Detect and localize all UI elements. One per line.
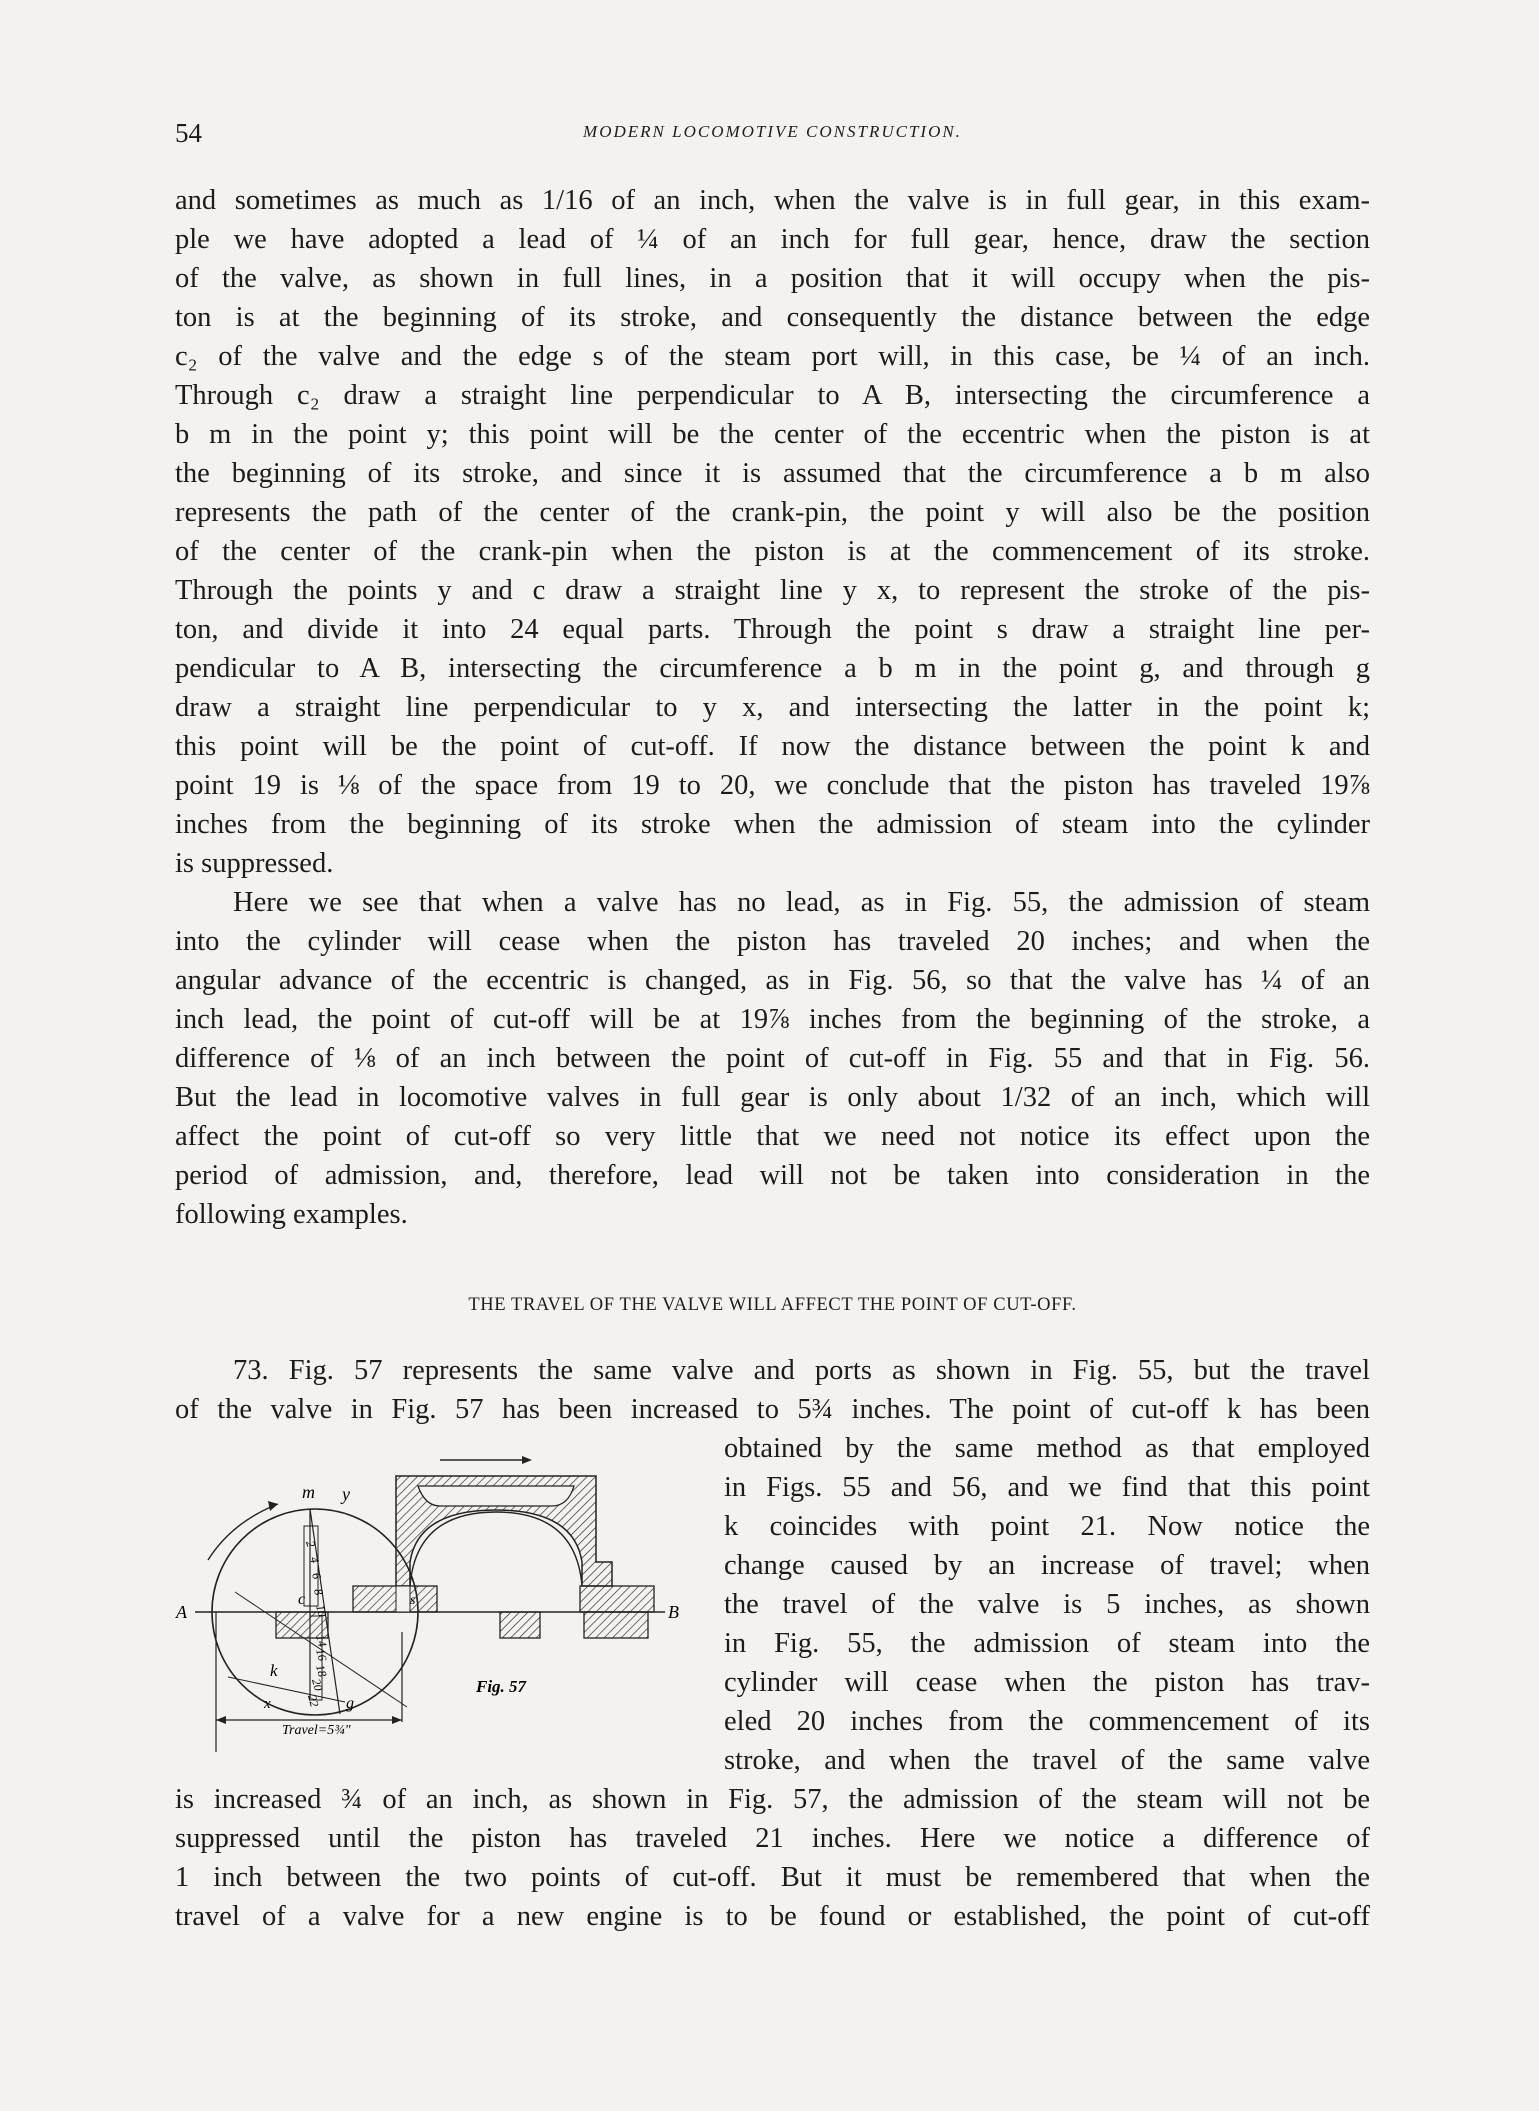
text-line: period of admission, and, therefore, lead will not be taken into consideration in the xyxy=(175,1160,1370,1191)
stroke-mark: 16 xyxy=(313,1647,330,1663)
text-line: eled 20 inches from the commencement of its xyxy=(724,1706,1370,1737)
text-line: of the center of the crank-pin when the piston is at the commencement of its stroke. xyxy=(175,536,1370,567)
text-line: affect the point of cut-off so very little that we need not notice its effect upon the xyxy=(175,1121,1370,1152)
label-x: x xyxy=(264,1696,271,1712)
label-A: A xyxy=(176,1602,187,1622)
text-line: difference of ⅛ of an inch between the point of cut-off in Fig. 55 and that in Fig. 56. xyxy=(175,1043,1370,1074)
paragraph-body xyxy=(175,1780,1370,1936)
label-s: s xyxy=(410,1593,416,1608)
text-line: cylinder will cease when the piston has trav- xyxy=(724,1667,1370,1698)
label-g: g xyxy=(346,1695,354,1712)
stroke-mark: 10 xyxy=(313,1603,330,1619)
stroke-mark: 18 xyxy=(313,1663,330,1679)
paragraph-lead-comparison xyxy=(175,883,1370,1234)
page-header xyxy=(175,118,1370,158)
text-line: the travel of the valve is 5 inches, as shown xyxy=(724,1589,1370,1620)
seat-block-center xyxy=(500,1612,540,1638)
travel-arrowhead-left xyxy=(216,1716,226,1724)
stroke-mark: 8 xyxy=(311,1587,327,1597)
text-line: c₂ of the valve and the edge s of the steam port will, in this case, be ¼ of an inch. xyxy=(175,341,1370,372)
text-line: Here we see that when a valve has no lead, as in Fig. 55, the admission of steam xyxy=(233,887,1370,918)
text-line: travel of a valve for a new engine is to be found or established, the point of cut-off xyxy=(175,1901,1370,1932)
text-line: of the valve, as shown in full lines, in a position that it will occupy when the pis- xyxy=(175,263,1370,294)
text-line: in Figs. 55 and 56, and we find that this point xyxy=(724,1472,1370,1503)
rotation-arrowhead xyxy=(268,1501,278,1511)
paragraph-73-start xyxy=(175,1351,1370,1429)
text-line: and sometimes as much as 1/16 of an inch, when the valve is in full gear, in this exam- xyxy=(175,185,1370,216)
text-line: inches from the beginning of its stroke when the admission of steam into the cylinder xyxy=(175,809,1370,840)
figure-57-valve-diagram xyxy=(170,1452,690,1752)
text-line: point 19 is ⅛ of the space from 19 to 20, we conclude that the piston has traveled 19⅞ xyxy=(175,770,1370,801)
label-m: m xyxy=(302,1482,315,1502)
stroke-mark: 4 xyxy=(307,1555,323,1565)
label-k: k xyxy=(270,1661,278,1680)
direction-arrow xyxy=(440,1456,532,1464)
valve-diagram-svg xyxy=(170,1452,690,1752)
text-line: pendicular to A B, intersecting the circumference a b m in the point g, and through g xyxy=(175,653,1370,684)
seat-block-right xyxy=(584,1612,648,1638)
text-line: inch lead, the point of cut-off will be at 19⅞ inches from the beginning of the stroke, a xyxy=(175,1004,1370,1035)
line-to-g xyxy=(228,1677,345,1702)
stroke-mark: 20 xyxy=(309,1677,326,1693)
paragraph-body xyxy=(175,181,1370,883)
stroke-mark: 6 xyxy=(309,1571,325,1581)
paragraph-73-beside-figure xyxy=(724,1429,1370,1780)
text-line: the beginning of its stroke, and since it is assumed that the circumference a b m also xyxy=(175,458,1370,489)
label-B: B xyxy=(668,1602,679,1622)
text-line: represents the path of the center of the crank-pin, the point y will also be the position xyxy=(175,497,1370,528)
port-bridge-left xyxy=(353,1586,437,1612)
travel-arrowhead-right xyxy=(392,1716,402,1724)
text-line: in Fig. 55, the admission of steam into the xyxy=(724,1628,1370,1659)
text-line: ton is at the beginning of its stroke, and consequently the distance between the edge xyxy=(175,302,1370,333)
stroke-mark: 2 xyxy=(303,1539,319,1549)
text-line: stroke, and when the travel of the same valve xyxy=(724,1745,1370,1776)
port-bridge-right xyxy=(580,1586,654,1612)
text-line: Through c₂ draw a straight line perpendicular to A B, intersecting the circumference a xyxy=(175,380,1370,411)
paragraph-body xyxy=(175,1351,1370,1429)
text-line: k coincides with point 21. Now notice the xyxy=(724,1511,1370,1542)
rotation-arrow xyxy=(208,1504,278,1560)
text-line: ple we have adopted a lead of ¼ of an inch for full gear, hence, draw the section xyxy=(175,224,1370,255)
figure-caption: Fig. 57 xyxy=(476,1677,527,1696)
text-line: is increased ¾ of an inch, as shown in Fig. 57, the admission of the steam will not be xyxy=(175,1784,1370,1815)
text-line: obtained by the same method as that employed xyxy=(724,1433,1370,1464)
text-line: draw a straight line perpendicular to y x, and intersecting the latter in the point k; xyxy=(175,692,1370,723)
text-line: suppressed until the piston has traveled 21 inches. Here we notice a difference of xyxy=(175,1823,1370,1854)
text-line: of the valve in Fig. 57 has been increased to 5¾ inches. The point of cut-off k has been xyxy=(175,1394,1370,1425)
text-line: Through the points y and c draw a straight line y x, to represent the stroke of the pis- xyxy=(175,575,1370,606)
section-heading: THE TRAVEL OF THE VALVE WILL AFFECT THE POINT OF CUT-OFF. xyxy=(468,1295,1077,1315)
paragraph-body xyxy=(724,1429,1370,1780)
text-line: change caused by an increase of travel; when xyxy=(724,1550,1370,1581)
text-line: But the lead in locomotive valves in full gear is only about 1/32 of an inch, which will xyxy=(175,1082,1370,1113)
page-number: 54 xyxy=(175,118,202,148)
running-title: MODERN LOCOMOTIVE CONSTRUCTION. xyxy=(583,122,962,141)
label-y: y xyxy=(342,1484,350,1504)
text-line: following examples. xyxy=(175,1199,408,1230)
stroke-mark: 14 xyxy=(313,1633,330,1649)
steam-port-left xyxy=(396,1586,410,1612)
text-line: 1 inch between the two points of cut-off. But it must be remembered that when the xyxy=(175,1862,1370,1893)
text-line: this point will be the point of cut-off. If now the distance between the point k and xyxy=(175,731,1370,762)
text-line: into the cylinder will cease when the piston has traveled 20 inches; and when the xyxy=(175,926,1370,957)
text-line: ton, and divide it into 24 equal parts. Through the point s draw a straight line per- xyxy=(175,614,1370,645)
valve-cavity xyxy=(418,1486,574,1506)
text-line: is suppressed. xyxy=(175,848,334,879)
text-line: 73. Fig. 57 represents the same valve and ports as shown in Fig. 55, but the travel xyxy=(233,1355,1370,1386)
travel-label: Travel=5¾" xyxy=(282,1723,351,1738)
label-c: c xyxy=(298,1591,306,1608)
paragraph-continuation xyxy=(175,181,1370,883)
text-line: b m in the point y; this point will be the center of the eccentric when the piston is at xyxy=(175,419,1370,450)
paragraph-body xyxy=(175,883,1370,1234)
text-line: angular advance of the eccentric is changed, as in Fig. 56, so that the valve has ¼ of an xyxy=(175,965,1370,996)
paragraph-73-end xyxy=(175,1780,1370,1936)
stroke-mark: 22 xyxy=(305,1693,322,1709)
